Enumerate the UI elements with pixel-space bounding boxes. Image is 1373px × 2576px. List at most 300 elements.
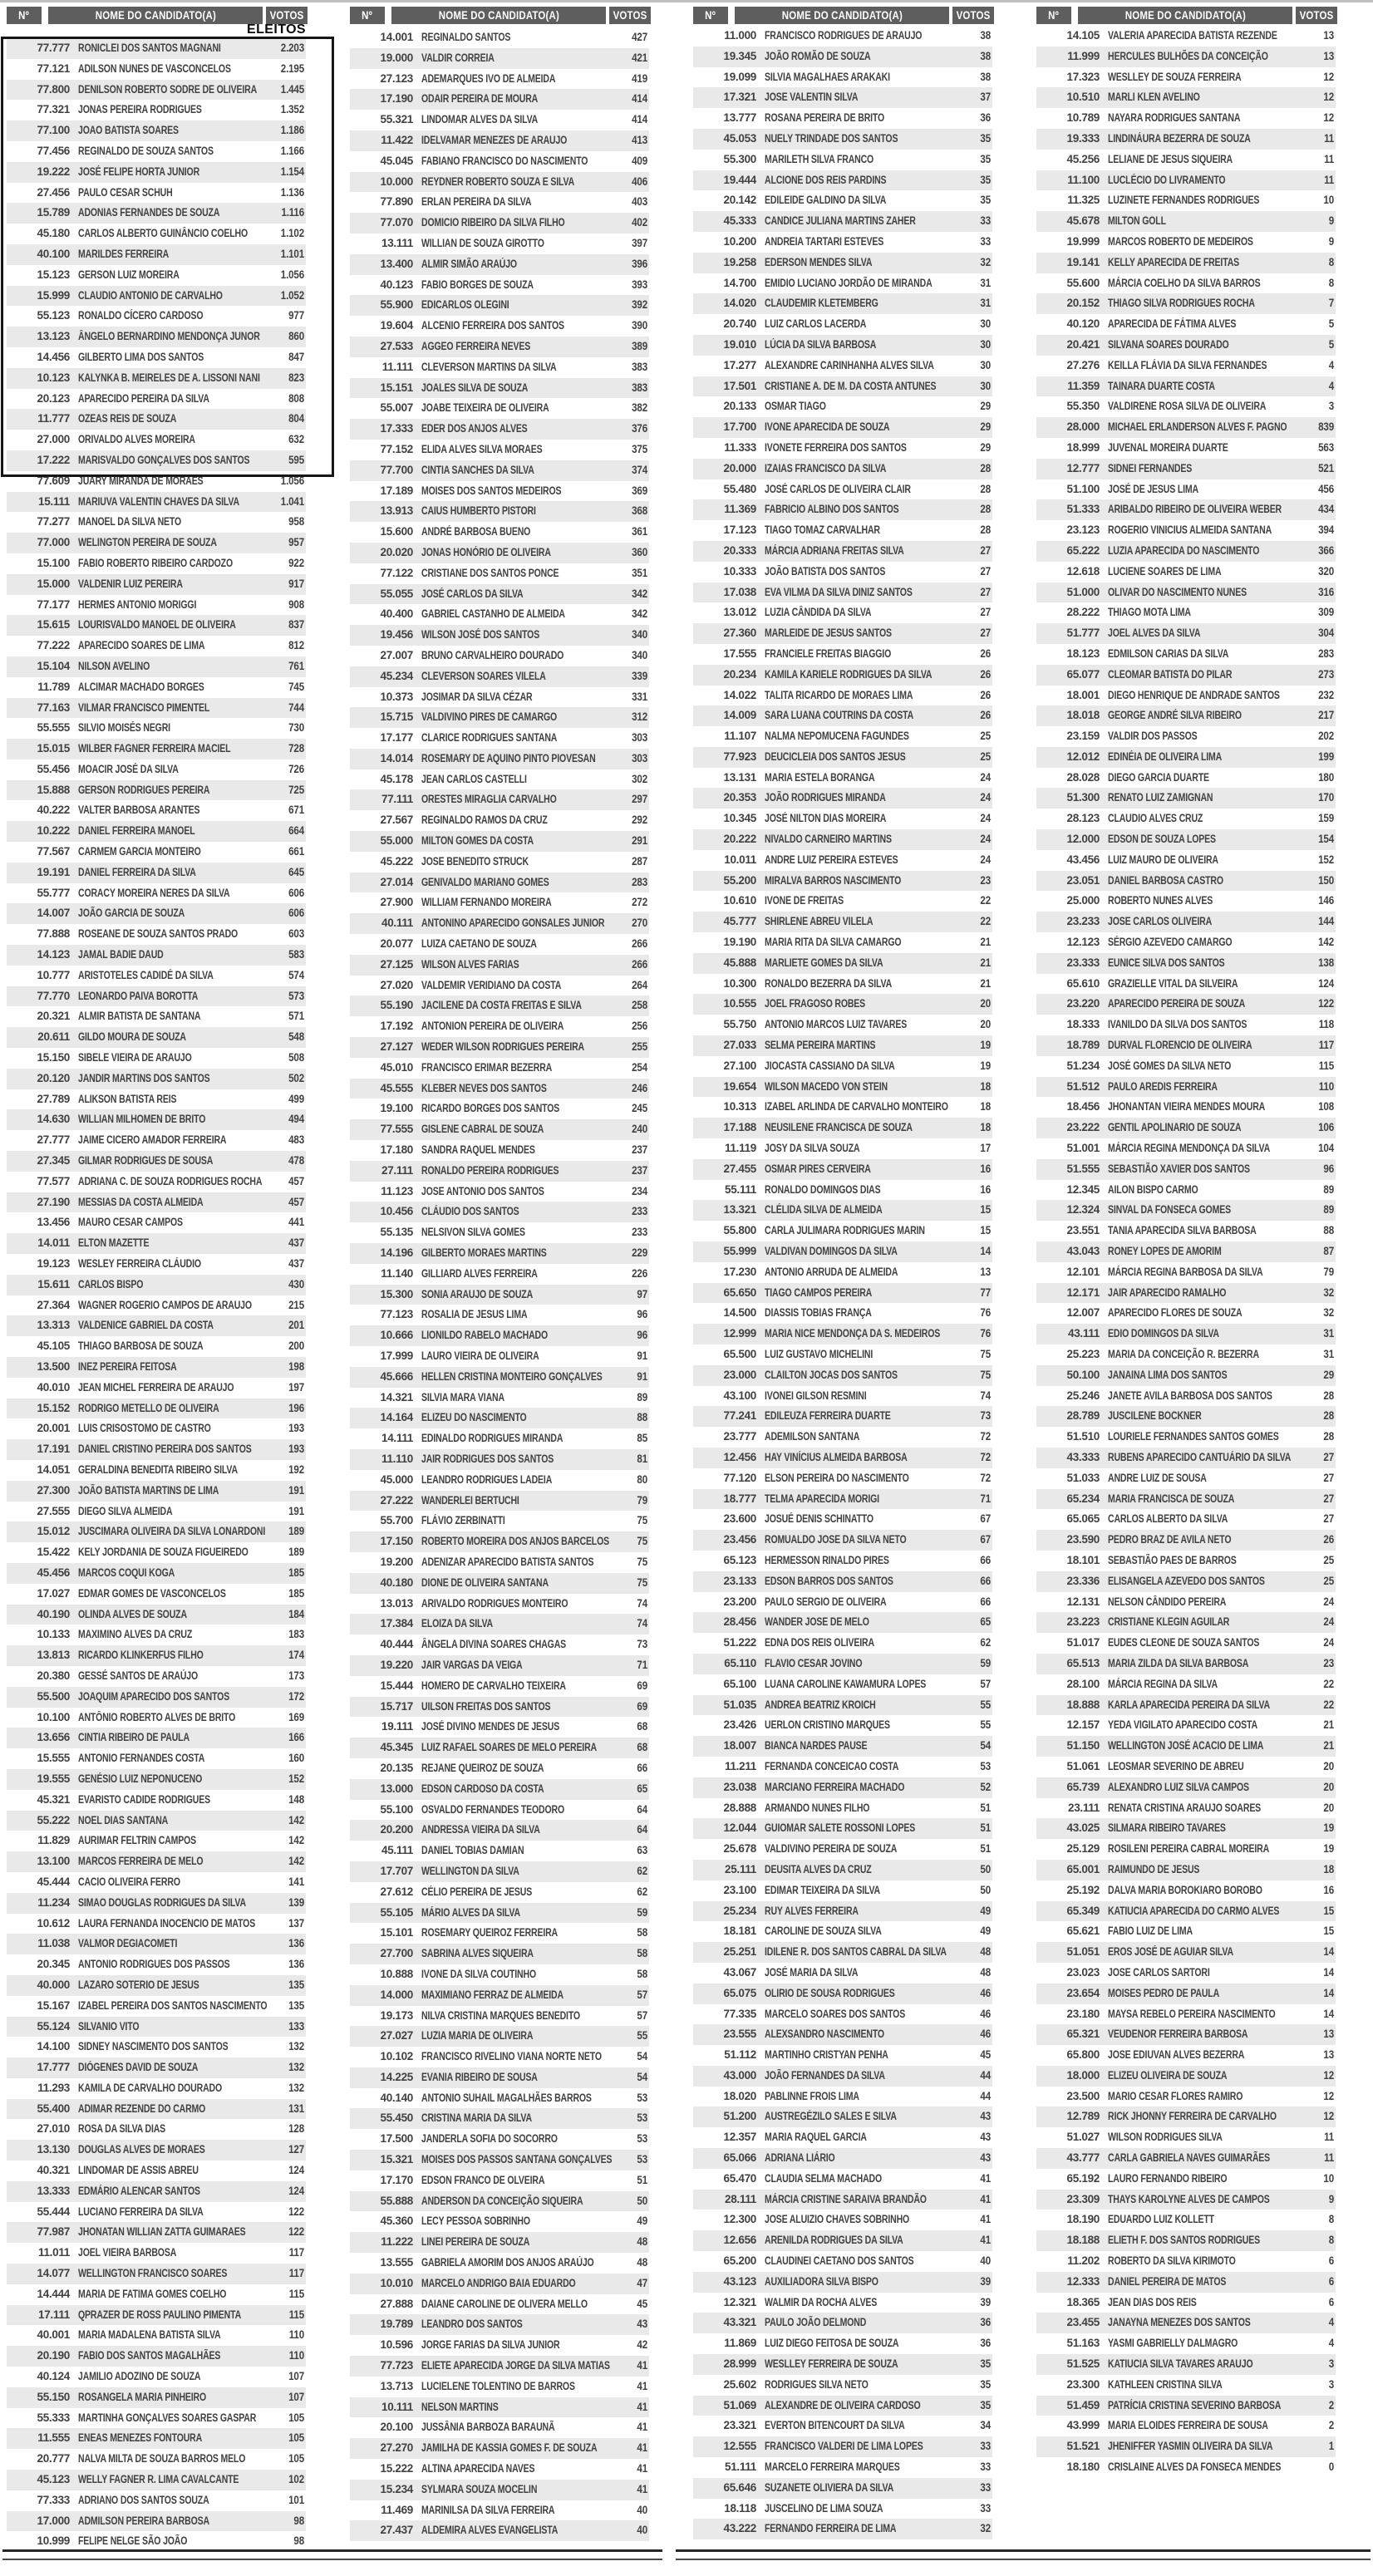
candidate-votes: 173: [288, 1669, 304, 1682]
table-row: [350, 1016, 649, 1037]
candidate-votes: 59: [637, 1905, 647, 1919]
table-row: [7, 2449, 306, 2470]
candidate-votes: 437: [288, 1257, 304, 1271]
candidate-number: 14.001: [380, 31, 413, 43]
candidate-votes: 24: [1323, 1595, 1334, 1608]
table-row: [350, 2417, 649, 2438]
candidate-votes: 27: [1323, 1512, 1334, 1526]
candidate-name: MOISES DOS SANTOS MEDEIROS: [421, 484, 562, 497]
candidate-name: MAURO CESAR CAMPOS: [78, 1216, 183, 1229]
candidate-name: RICK JHONNY FERREIRA DE CARVALHO: [1108, 2110, 1277, 2123]
candidate-votes: 39: [980, 2274, 991, 2288]
candidate-name: HELLEN CRISTINA MONTEIRO GONÇALVES: [421, 1369, 603, 1383]
candidate-votes: 74: [637, 1596, 647, 1610]
candidate-name: MARIA ZILDA DA SILVA BARBOSA: [1108, 1656, 1249, 1669]
candidate-name: LÚCIA DA SILVA BARBOSA: [765, 337, 877, 351]
candidate-name: MAYSA REBELO PEREIRA NASCIMENTO: [1108, 2007, 1276, 2020]
candidate-votes: 46: [980, 2028, 991, 2041]
candidate-number: 10.133: [37, 1628, 70, 1641]
candidate-votes: 53: [980, 1759, 991, 1772]
candidate-votes: 12: [1323, 91, 1334, 104]
candidate-votes: 75: [980, 1368, 991, 1381]
candidate-votes: 27: [1323, 1450, 1334, 1463]
candidate-name: MARCOS FERREIRA DE MELO: [78, 1855, 204, 1868]
candidate-number: 17.191: [37, 1443, 70, 1456]
candidate-number: 14.105: [1066, 29, 1100, 42]
candidate-votes: 340: [632, 628, 647, 642]
table-row: [350, 2438, 649, 2459]
candidate-number: 15.715: [380, 710, 413, 724]
candidate-name: TIAGO TOMAZ CARVALHAR: [765, 524, 880, 537]
candidate-number: 15.999: [37, 288, 70, 302]
table-row: [693, 1571, 992, 1592]
candidate-name: SONIA ARAUJO DE SOUZA: [421, 1287, 534, 1300]
candidate-name: TAINARA DUARTE COSTA: [1108, 379, 1215, 392]
candidate-name: APARECIDO FLORES DE SOUZA: [1108, 1306, 1243, 1320]
candidate-number: 20.120: [37, 1071, 70, 1084]
candidate-number: 65.800: [1066, 2048, 1100, 2062]
table-row: [7, 1934, 306, 1954]
table-row: [1036, 1015, 1336, 1035]
candidate-votes: 20: [980, 997, 991, 1010]
candidate-number: 19.190: [723, 936, 756, 949]
candidate-name: DANIEL BARBOSA CASTRO: [1108, 873, 1223, 887]
candidate-votes: 38: [980, 70, 991, 83]
candidate-number: 14.011: [37, 1236, 70, 1250]
candidate-number: 17.038: [723, 585, 756, 598]
candidate-name: GENÉSIO LUIZ NEPONUCENO: [78, 1772, 203, 1785]
candidate-number: 51.000: [1066, 585, 1100, 598]
candidate-number: 15.015: [37, 742, 70, 755]
candidate-votes: 142: [1318, 936, 1334, 949]
candidate-votes: 141: [288, 1875, 304, 1888]
candidate-name: JOSE BENEDITO STRUCK: [421, 854, 529, 868]
table-row: [693, 2457, 992, 2478]
candidate-votes: 35: [980, 194, 991, 207]
candidate-name: FRANCISCO RODRIGUES DE ARAUJO: [765, 29, 923, 42]
table-row: [350, 831, 649, 852]
table-row: [350, 110, 649, 130]
candidate-name: CLEOMAR BATISTA DO PILAR: [1108, 667, 1233, 681]
candidate-name: JOSÉ GOMES DA SILVA NETO: [1108, 1059, 1232, 1072]
candidate-number: 77.111: [381, 793, 413, 806]
candidate-votes: 170: [1318, 791, 1334, 804]
table-row: [350, 1923, 649, 1944]
candidate-name: LUZIA CÂNDIDA DA SILVA: [765, 606, 872, 619]
candidate-number: 40.222: [37, 804, 70, 817]
candidate-votes: 117: [288, 2267, 304, 2280]
candidate-number: 77.321: [37, 103, 70, 116]
table-row: [1036, 2169, 1336, 2190]
candidate-name: WILSON RODRIGUES SILVA: [1108, 2131, 1223, 2144]
table-row: [7, 224, 306, 244]
candidate-votes: 80: [637, 1472, 647, 1486]
table-row: [1036, 1035, 1336, 1056]
candidate-name: RAIMUNDO DE JESUS: [1108, 1862, 1200, 1875]
candidate-votes: 30: [980, 337, 991, 351]
candidate-votes: 33: [980, 214, 991, 228]
candidate-votes: 419: [632, 71, 647, 85]
candidate-name: WESLLEY DE SOUZA FERREIRA: [1108, 70, 1242, 83]
candidate-name: JUSCILENE BOCKNER: [1108, 1409, 1202, 1423]
candidate-name: JOSÉ MARIA DA SILVA: [765, 1965, 859, 1979]
table-row: [1036, 2107, 1336, 2127]
candidate-number: 77.000: [37, 536, 70, 549]
candidate-number: 20.152: [1066, 297, 1100, 310]
candidate-name: GUIOMAR SALETE ROSSONI LOPES: [765, 1821, 916, 1835]
table-row: [1036, 871, 1336, 892]
candidate-name: NALMA NEPOMUCENA FAGUNDES: [765, 730, 909, 743]
candidate-votes: 229: [632, 1246, 647, 1260]
candidate-votes: 9: [1328, 2192, 1334, 2205]
candidate-votes: 132: [288, 2061, 304, 2074]
candidate-name: VALMOR DEGIACOMETI: [78, 1937, 178, 1950]
table-row: [350, 1758, 649, 1779]
candidate-number: 77.120: [723, 1471, 756, 1484]
table-row: [1036, 1921, 1336, 1942]
candidate-votes: 246: [632, 1081, 647, 1094]
candidate-number: 65.066: [723, 2151, 756, 2165]
candidate-name: MAXIMIANO FERRAZ DE ALMEIDA: [421, 1988, 563, 2001]
table-row: [1036, 829, 1336, 850]
candidate-votes: 98: [293, 2514, 304, 2527]
candidate-number: 55.777: [37, 886, 70, 899]
candidate-number: 23.555: [723, 2028, 756, 2041]
candidate-name: DIASSIS TOBIAS FRANÇA: [765, 1306, 872, 1320]
candidate-name: JANETE AVILA BARBOSA DOS SANTOS: [1108, 1389, 1272, 1402]
candidate-votes: 24: [980, 791, 991, 804]
candidate-number: 65.100: [723, 1677, 756, 1690]
table-row: [350, 2397, 649, 2418]
table-row: [1036, 2004, 1336, 2025]
candidate-votes: 14: [1323, 1945, 1334, 1959]
candidate-name: ALEXANDRE DE OLIVEIRA CARDOSO: [765, 2398, 921, 2411]
candidate-name: WALMIR DA ROCHA ALVES: [765, 2295, 878, 2308]
candidate-number: 17.189: [380, 484, 413, 497]
table-row: [1036, 1241, 1336, 1262]
candidate-name: JAMAL BADIE DAUD: [78, 948, 164, 961]
table-row: [7, 1089, 306, 1110]
candidate-votes: 726: [288, 762, 304, 775]
table-row: [693, 2375, 992, 2396]
table-row: [693, 1345, 992, 1365]
candidate-number: 13.713: [380, 2379, 413, 2392]
table-row: [350, 1964, 649, 1985]
table-row: [1036, 47, 1336, 67]
table-row: [1036, 211, 1336, 232]
candidate-name: LINDINÁURA BEZERRA DE SOUZA: [1108, 131, 1251, 145]
candidate-name: ODAIR PEREIRA DE MOURA: [421, 92, 539, 106]
candidate-number: 14.020: [723, 297, 756, 310]
table-row: [350, 2520, 649, 2541]
table-row: [1036, 190, 1336, 211]
candidate-number: 77.800: [37, 82, 70, 96]
candidate-number: 12.300: [723, 2213, 756, 2226]
table-row: [693, 335, 992, 356]
candidate-name: ROBERTO MOREIRA DOS ANJOS BARCELOS: [421, 1535, 609, 1548]
candidate-votes: 71: [637, 1658, 647, 1671]
candidate-votes: 19: [980, 1059, 991, 1072]
table-row: [693, 1798, 992, 1819]
candidate-number: 23.223: [1066, 1615, 1100, 1629]
candidate-number: 23.426: [723, 1718, 756, 1732]
candidate-number: 27.027: [380, 2029, 413, 2043]
candidate-number: 77.723: [380, 2359, 413, 2372]
table-row: [350, 1182, 649, 1202]
candidate-votes: 57: [980, 1677, 991, 1690]
table-row: [1036, 1489, 1336, 1510]
candidate-number: 12.656: [723, 2234, 756, 2247]
candidate-name: NELSIVON SILVA GOMES: [421, 1226, 525, 1239]
candidate-name: MOISES DOS PASSOS SANTANA GONÇALVES: [421, 2153, 613, 2166]
table-row: [1036, 1798, 1336, 1819]
candidate-votes: 4: [1328, 358, 1334, 371]
candidate-number: 65.222: [1066, 543, 1100, 557]
candidate-number: 12.131: [1066, 1595, 1100, 1608]
table-row: [350, 501, 649, 522]
candidate-votes: 45: [980, 2048, 991, 2062]
candidate-name: REGINALDO DE SOUZA SANTOS: [78, 144, 214, 157]
candidate-votes: 24: [980, 770, 991, 784]
table-row: [693, 1612, 992, 1633]
table-row: [693, 314, 992, 335]
candidate-votes: 76: [980, 1327, 991, 1340]
candidate-number: 12.007: [1066, 1306, 1100, 1320]
candidate-number: 10.123: [37, 371, 70, 384]
candidate-name: FABIANO FRANCISCO DO NASCIMENTO: [421, 154, 588, 167]
candidate-votes: 19: [1323, 1821, 1334, 1835]
candidate-votes: 81: [637, 1452, 647, 1465]
table-row: [1036, 1818, 1336, 1839]
candidate-number: 13.000: [380, 1782, 413, 1795]
candidate-votes: 394: [1318, 524, 1334, 537]
candidate-number: 23.321: [723, 2419, 756, 2432]
candidate-number: 77.890: [380, 195, 413, 209]
candidate-number: 17.188: [723, 1121, 756, 1134]
candidate-number: 27.364: [37, 1298, 70, 1311]
table-row: [7, 59, 306, 80]
candidate-votes: 728: [288, 742, 304, 755]
table-row: [350, 89, 649, 110]
candidate-number: 40.444: [380, 1638, 413, 1651]
candidate-name: NILVA CRISTINA MARQUES BENEDITO: [421, 2008, 580, 2022]
header-name-label: NOME DO CANDIDATO(A): [1124, 9, 1246, 22]
candidate-votes: 131: [288, 2102, 304, 2115]
table-row: [7, 739, 306, 760]
candidate-votes: 434: [1318, 503, 1334, 516]
table-row: [7, 1748, 306, 1769]
table-row: [350, 604, 649, 625]
table-row: [350, 275, 649, 296]
candidate-votes: 24: [1323, 1615, 1334, 1629]
candidate-name: VALTER BARBOSA ARANTES: [78, 804, 200, 817]
table-row: [693, 974, 992, 995]
candidate-name: OLIRIO DE SOUSA RODRIGUES: [765, 1986, 895, 1999]
table-row: [1036, 2210, 1336, 2230]
candidate-number: 20.200: [380, 1823, 413, 1836]
candidate-number: 65.470: [723, 2171, 756, 2185]
candidate-number: 11.123: [381, 1184, 413, 1197]
candidate-number: 27.111: [381, 1163, 413, 1177]
candidate-name: SYLMARA SOUZA MOCELIN: [421, 2482, 538, 2495]
table-row: [7, 821, 306, 842]
candidate-number: 10.555: [723, 997, 756, 1010]
candidate-name: RENATO LUIZ ZAMIGNAN: [1108, 791, 1213, 804]
table-row: [350, 1841, 649, 1861]
candidate-votes: 98: [293, 2534, 304, 2548]
table-row: [693, 705, 992, 726]
candidate-number: 15.444: [380, 1679, 413, 1692]
candidate-number: 11.234: [37, 1895, 70, 1909]
candidate-name: EDMÁRIO ALENCAR SANTOS: [78, 2184, 200, 2197]
table-row: [350, 440, 649, 460]
candidate-name: CÉLIO PEREIRA DE JESUS: [421, 1885, 533, 1898]
candidate-votes: 67: [980, 1512, 991, 1526]
candidate-number: 65.192: [1066, 2171, 1100, 2185]
candidate-name: IVONE DA SILVA COUTINHO: [421, 1967, 536, 1980]
candidate-name: JOSÉ FELIPE HORTA JUNIOR: [78, 165, 200, 178]
candidate-name: SILVIA MARA VIANA: [421, 1390, 504, 1404]
candidate-name: NALVA MILTA DE SOUZA BARROS MELO: [78, 2452, 246, 2465]
candidate-number: 10.888: [380, 1967, 413, 1980]
candidate-name: VALDENICE GABRIEL DA COSTA: [78, 1319, 214, 1332]
table-row: [693, 1159, 992, 1180]
candidate-number: 11.202: [1067, 2254, 1100, 2268]
candidate-number: 55.450: [380, 2111, 413, 2125]
candidate-number: 28.100: [1066, 1677, 1100, 1690]
candidate-votes: 148: [288, 1792, 304, 1806]
candidate-name: CLAUDIO ALVES CRUZ: [1108, 812, 1203, 825]
candidate-number: 14.077: [37, 2267, 70, 2280]
candidate-votes: 89: [1323, 1203, 1334, 1217]
candidate-votes: 35: [980, 2357, 991, 2371]
table-row: [1036, 479, 1336, 500]
candidate-number: 45.000: [380, 1472, 413, 1486]
table-row: [693, 1674, 992, 1695]
candidate-name: MARILETH SILVA FRANCO: [765, 152, 874, 165]
table-row: [693, 2169, 992, 2190]
candidate-votes: 21: [980, 936, 991, 949]
table-row: [693, 1138, 992, 1159]
table-row: [350, 1985, 649, 2006]
candidate-name: TELMA APARECIDA MORIGI: [765, 1492, 879, 1505]
candidate-name: SEBASTIÃO PAES DE BARROS: [1108, 1553, 1237, 1566]
table-row: [693, 1777, 992, 1798]
candidate-name: JOÃO ROMÃO DE SOUZA: [765, 49, 871, 62]
candidate-votes: 76: [980, 1306, 991, 1320]
candidate-name: ELIZEU DO NASCIMENTO: [421, 1411, 527, 1424]
candidate-votes: 46: [980, 2007, 991, 2020]
candidate-votes: 397: [632, 236, 647, 249]
candidate-number: 40.190: [37, 1607, 70, 1620]
table-row: [350, 1552, 649, 1573]
candidate-votes: 72: [980, 1430, 991, 1443]
candidate-name: IVANILDO DA SILVA DOS SANTOS: [1108, 1018, 1248, 1031]
candidate-name: MARIA DA CONCEIÇÃO R. BEZERRA: [1108, 1348, 1259, 1360]
table-row: [693, 1633, 992, 1654]
candidate-number: 15.100: [37, 556, 70, 569]
candidate-number: 55.111: [724, 1182, 756, 1196]
rows-container: [693, 26, 992, 2539]
table-row: [7, 1357, 306, 1378]
table-row: [1036, 2436, 1336, 2457]
table-row: [350, 810, 649, 831]
table-row: [1036, 2066, 1336, 2087]
table-row: [7, 2511, 306, 2532]
candidate-number: 25.223: [1066, 1348, 1100, 1360]
candidate-number: 13.456: [37, 1216, 70, 1229]
candidate-number: 18.101: [1066, 1553, 1100, 1566]
candidate-name: LUIZ CARLOS LACERDA: [765, 317, 867, 331]
candidate-votes: 89: [637, 1390, 647, 1404]
table-row: [1036, 1715, 1336, 1736]
candidate-votes: 1.352: [280, 103, 304, 116]
table-row: [1036, 26, 1336, 47]
candidate-votes: 107: [288, 2370, 304, 2383]
table-row: [7, 450, 306, 471]
candidate-votes: 812: [288, 639, 304, 652]
candidate-votes: 35: [980, 152, 991, 165]
candidate-number: 17.027: [37, 1586, 70, 1600]
table-row: [7, 2284, 306, 2305]
candidate-name: VALDENIR LUIZ PEREIRA: [78, 577, 183, 590]
candidate-number: 17.555: [723, 646, 756, 660]
candidate-number: 12.324: [1066, 1203, 1100, 1217]
candidate-number: 43.222: [723, 2522, 756, 2535]
candidate-name: JOSÉ DIVINO MENDES DE JESUS: [421, 1720, 560, 1733]
candidate-number: 11.369: [724, 503, 756, 516]
candidate-votes: 191: [288, 1504, 304, 1517]
candidate-votes: 104: [1318, 1142, 1334, 1155]
table-row: [693, 396, 992, 417]
table-row: [7, 2099, 306, 2120]
candidate-votes: 217: [1318, 709, 1334, 722]
candidate-votes: 266: [632, 937, 647, 951]
candidate-name: PAULO AREDIS FERREIRA: [1108, 1079, 1218, 1093]
candidate-name: ENEAS MENEZES FONTOURA: [78, 2431, 203, 2445]
table-row: [7, 924, 306, 945]
candidate-name: GENIVALDO MARIANO GOMES: [421, 875, 549, 888]
candidate-name: BRUNO CARVALHEIRO DOURADO: [421, 648, 564, 661]
candidate-votes: 27: [1323, 1471, 1334, 1484]
table-row: [693, 2127, 992, 2148]
candidate-number: 17.501: [723, 379, 756, 392]
candidate-votes: 28: [1323, 1389, 1334, 1402]
candidate-name: ADONIAS FERNANDES DE SOUZA: [78, 206, 220, 219]
candidate-number: 13.012: [723, 606, 756, 619]
table-row: [350, 1491, 649, 1512]
table-row: [693, 1386, 992, 1407]
candidate-name: JEAN DIAS DOS REIS: [1108, 2295, 1197, 2308]
candidate-votes: 169: [288, 1710, 304, 1723]
candidate-name: DOUGLAS ALVES DE MORAES: [78, 2143, 205, 2156]
candidate-votes: 28: [980, 503, 991, 516]
candidate-name: FLÁVIO ZERBINATTI: [421, 1514, 505, 1527]
candidate-name: OSMAR PIRES CERVEIRA: [765, 1162, 871, 1175]
candidate-name: CARLOS ALBERTO GUINÂNCIO COELHO: [78, 227, 249, 240]
header-number-cell: [693, 7, 728, 24]
table-row: [7, 2346, 306, 2367]
table-row: [1036, 1427, 1336, 1448]
candidate-votes: 847: [288, 350, 304, 363]
table-row: [7, 2202, 306, 2223]
candidate-name: OLIVAR DO NASCIMENTO NUNES: [1108, 585, 1247, 598]
candidate-name: MANOEL DA SILVA NETO: [78, 515, 182, 528]
candidate-votes: 430: [288, 1277, 304, 1290]
candidate-number: 55.444: [37, 2205, 70, 2218]
candidate-votes: 266: [632, 957, 647, 971]
table-row: [7, 1027, 306, 1048]
